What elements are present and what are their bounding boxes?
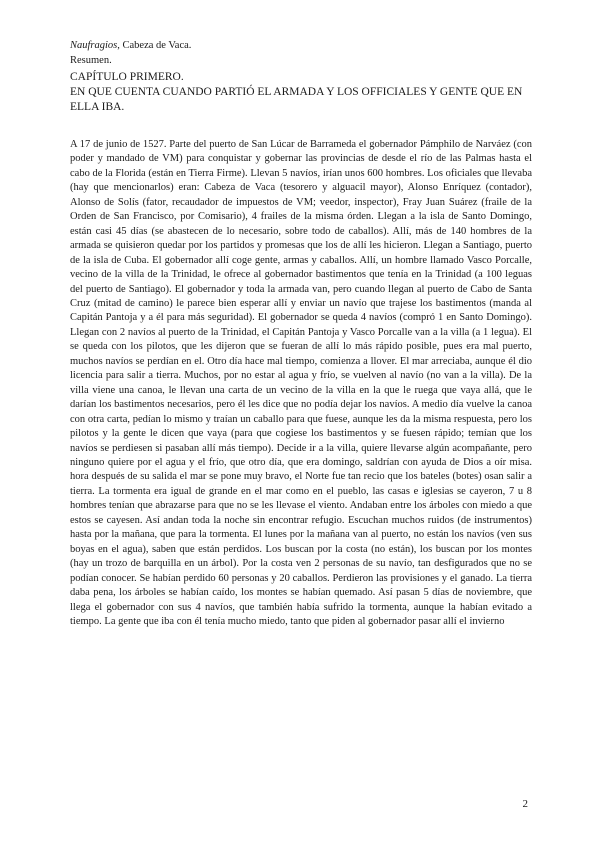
- chapter-heading: [70, 70, 532, 115]
- running-header: [70, 38, 191, 68]
- page-number: 2: [522, 798, 528, 810]
- body-text: [70, 138, 532, 629]
- chapter-title: EN QUE CUENTA CUANDO PARTIÓ EL ARMADA Y LOS OFFICIALES Y GENTE QUE EN ELLA IBA.: [70, 86, 523, 113]
- work-title: Naufragios: [70, 40, 118, 51]
- chapter-number: CAPÍTULO PRIMERO.: [70, 71, 184, 83]
- body-paragraph: A 17 de junio de 1527. Parte del puerto de San Lúcar de Barrameda el gobernador Pámphilo de Narváez (con poder y mandado de VM) para conquistar y gobernar las provincias de desde el río de las Palmas hasta el cabo de la Florida (están en Tierra Firme). Llevan 5 navíos, irían unos 600 hombres. Los oficiales que llevaba (hay que mencionarlos) eran: Cabeza de Vaca (tesorero y alguacil mayor), Alonso Enríquez (contador), Alonso de Solís (fator, recaudador de impuestos de VM; veedor, inspector), Fray Juan Suárez (fraile de la Orden de San Francisco, por Comisario), 4 frailes de la misma órden. Llegan a la isla de Santo Domingo, están casi 45 días (se abastecen de lo necesario, sobre todo de caballos). Allí, más de 140 hombres de la armada se quisieron quedar por los partidos y promesas que los de allí les hicieron. Llegan a Santiago, puerto de la isla de Cuba. El gobernador allí coge gente, armas y caballos. Allí, un hombre llamado Vasco Porcalle, vecino de la villa de la Trinidad, le ofrece al gobernador bastimentos que tenía en la Trinidad (a 100 leguas del puerto de Santiago). El gobernador y toda la armada van, pero cuando llegan al puerto de Cabo de Santa Cruz (mitad de camino) le parece bien esperar allí y enviar un navío que trajese los bastimentos (manda al Capitán Pantoja y a él para más seguridad). El gobernador se queda 4 navíos (compró 1 en Santo Domingo). Llegan con 2 navíos al puerto de la Trinidad, el Capitán Pantoja y Vasco Porcalle van a la villa (a 1 legua). El se queda con los pilotos, que les dijeron que se fueran de allí lo más rápido posible, pues era mal puerto, muchos navíos se perdían en el. Otro día hace mal tiempo, comienza a llover. El mar arreciaba, aunque él dio licencia para salir a tierra. Muchos, por no estar al agua y frío, se vuelven al navío (no van a la villa). De la villa viene una canoa, le llevan una carta de un vecino de la villa en la que le ruega que vaya allá, que le darían los bastimentos necesarios, pero él les dice que no podía dejar los navíos. A medio día vuelve la canoa con otra carta, pedían lo mismo y traían un caballo para que fuese, aunque les da la misma respuesta, pero los pilotos y la gente le dicen que vaya (para que cogiese los bastimentos y se fuesen rápido; temían que los navíos se perdiesen si pasaban allí más tiempo). Decide ir a la villa, quiere llevarse algún acompañante, pero ninguno quiere por el agua y el frío, que otro día, que era domingo, saldrían con ayuda de Dios a oír misa. hora después de su salida el mar se pone muy bravo, el Norte fue tan recio que los bateles (botes) osan salir a tierra. La tormenta era igual de grande en el mar como en el pueblo, las casas e iglesias se cayeron, 7 u 8 hombres tenían que abrazarse para que no se les llevase el viento. Andaban entre los árboles con miedo a que estos se cayesen. Así andan toda la noche sin encontrar refugio. Escuchan muchos ruidos (de instrumentos) hasta por la mañana, que para la tormenta. El lunes por la mañana van al puerto, no están los navíos (ven sus boyas en el agua), saben que están perdidos. Los buscan por la costa (no están), los buscan por los montes (hay un trozo de barquilla en un árbol). Por la costa ven 2 personas de su navío, tan desfigurados que no se podían conocer. Se habían perdido 60 personas y 20 caballos. Perdieron las provisiones y el ganado. La tierra daba pena, los árboles se habían caído, los montes se habían quemado. Así pasan 5 días de noviembre, que llega el gobernador con sus 4 navíos, que también había sufrido la tormenta, aunque la habían evitado a tiempo. La gente que iba con él tenía mucho miedo, tanto que piden al gobernador pasar allí el invierno: [70, 139, 532, 627]
- section-label: Resumen.: [70, 55, 112, 66]
- header-title-line: [70, 38, 191, 53]
- author-name: , Cabeza de Vaca.: [117, 40, 192, 51]
